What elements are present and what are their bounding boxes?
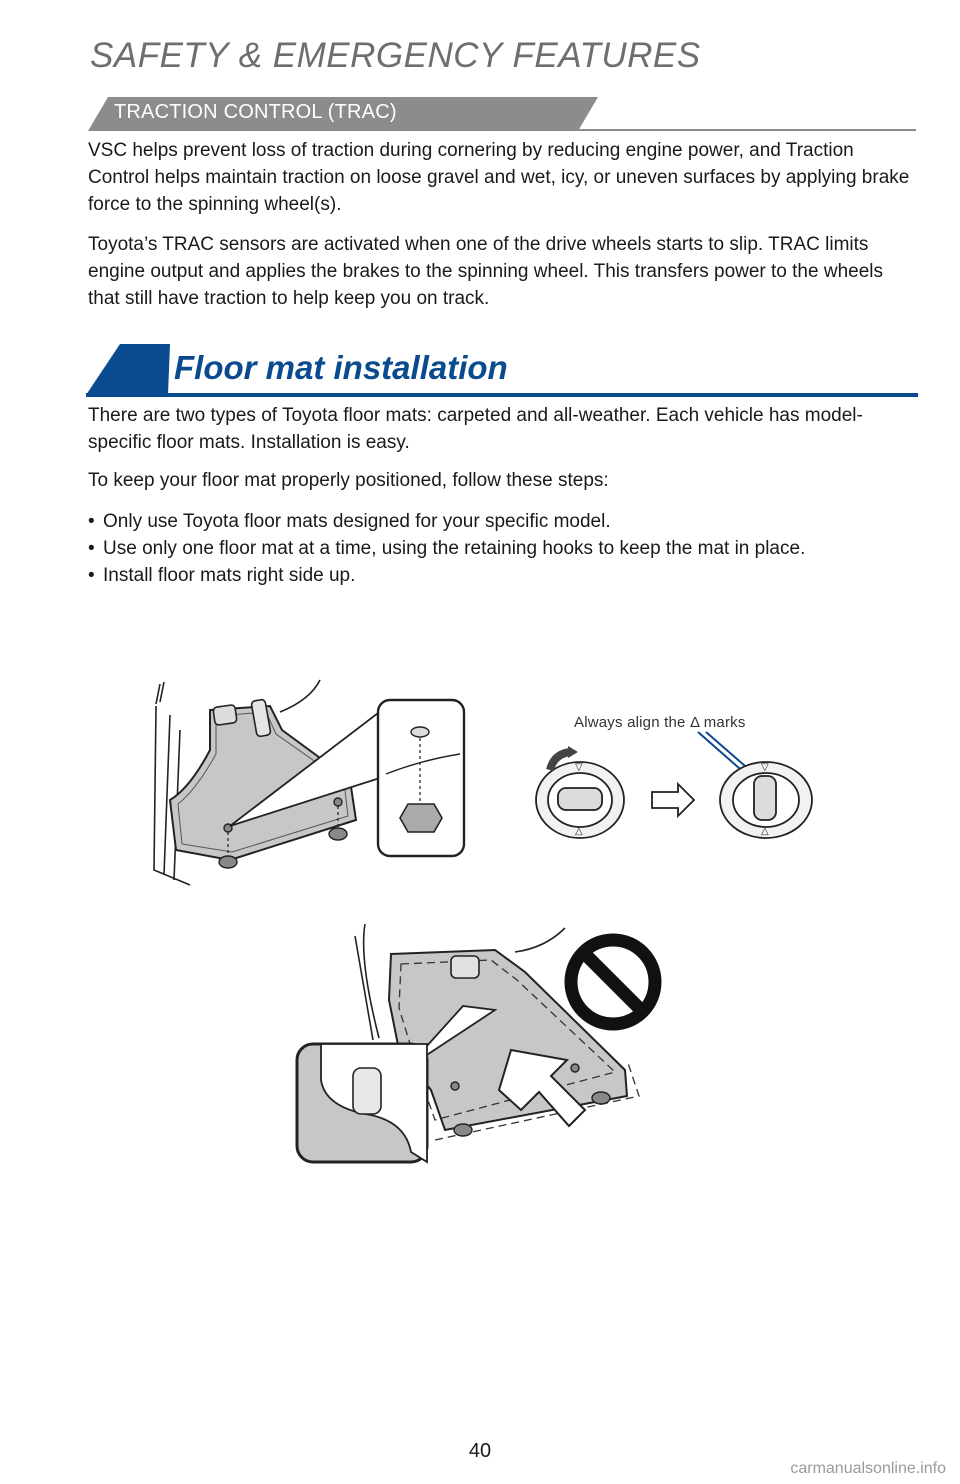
list-item: • Install floor mats right side up. bbox=[88, 562, 918, 589]
traction-section-label: TRACTION CONTROL (TRAC) bbox=[114, 101, 397, 123]
floor-mat-section-tab bbox=[86, 344, 170, 395]
floor-mat-section-rule bbox=[86, 393, 918, 397]
watermark: carmanualsonline.info bbox=[790, 1460, 946, 1477]
svg-text:△: △ bbox=[575, 826, 583, 837]
page-number: 40 bbox=[468, 1440, 492, 1462]
incorrect-installation-illustration bbox=[295, 920, 665, 1170]
right-arrow-icon bbox=[652, 784, 694, 816]
retaining-hook-icon bbox=[400, 804, 442, 832]
list-item: • Use only one floor mat at a time, using the retaining hooks to keep the mat in place. bbox=[88, 535, 918, 562]
svg-text:▽: ▽ bbox=[761, 762, 769, 773]
svg-text:△: △ bbox=[761, 826, 769, 837]
traction-paragraph-1: VSC helps prevent loss of traction during cornering by reducing engine power, and Traction Control helps maintain traction on loose gravel and wet, icy, or uneven surfaces by applying brake force to the spinning wheel(s). bbox=[88, 140, 910, 215]
traction-paragraph-2: Toyota’s TRAC sensors are activated when one of the drive wheels starts to slip. TRAC limits engine output and applies the brakes to the spinning wheel. This transfers power to the wheels that still have traction to help keep you on track. bbox=[88, 234, 883, 309]
prohibited-icon bbox=[571, 940, 655, 1024]
figure-caption: Always align the Δ marks bbox=[574, 714, 746, 731]
mat-installation-illustration bbox=[150, 670, 470, 895]
floor-mat-steps-list bbox=[88, 508, 918, 589]
floor-mat-paragraph-1: There are two types of Toyota floor mats: carpeted and all-weather. Each vehicle has model-specific floor mats. Installation is easy. bbox=[88, 405, 863, 453]
list-item: • Only use Toyota floor mats designed for your specific model. bbox=[88, 508, 918, 535]
align-marks-illustration bbox=[530, 730, 820, 845]
page-header-title: SAFETY & EMERGENCY FEATURES bbox=[90, 36, 701, 75]
svg-text:▽: ▽ bbox=[575, 762, 583, 773]
floor-mat-paragraph-2: To keep your floor mat properly positioned, follow these steps: bbox=[88, 470, 609, 491]
floor-mat-section-title: Floor mat installation bbox=[174, 349, 508, 386]
traction-section-rule bbox=[578, 129, 916, 131]
